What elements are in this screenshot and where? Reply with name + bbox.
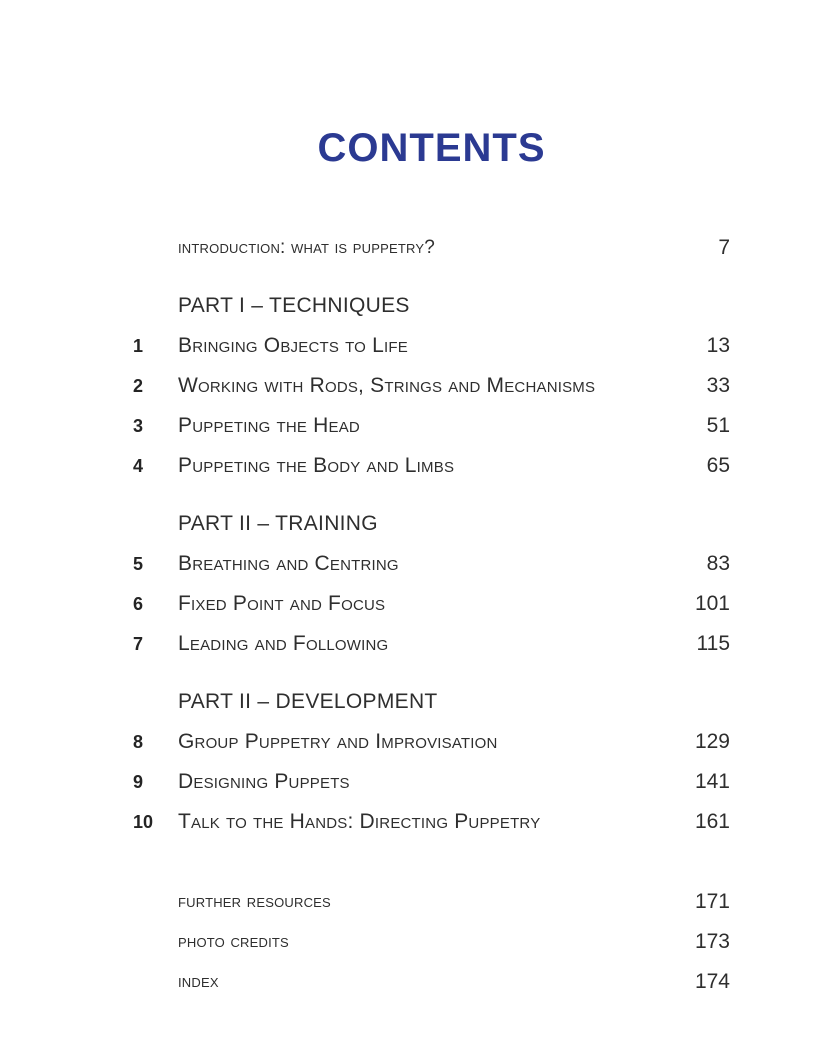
chapter-title: Working with Rods, Strings and Mechanisms <box>178 374 596 397</box>
toc-row-further-resources <box>133 882 730 922</box>
toc-row-chapter-7 <box>133 624 730 664</box>
part-heading: PART I – TECHNIQUES <box>178 294 410 317</box>
chapter-number: 2 <box>133 375 144 396</box>
page-number: 174 <box>694 970 730 993</box>
introduction-label: introduction: what is puppetry? <box>178 237 435 258</box>
back-matter-label: further resources <box>178 891 331 912</box>
chapter-title: Designing Puppets <box>178 770 350 793</box>
page-number: 51 <box>706 414 730 437</box>
toc-row-chapter-8 <box>133 722 730 762</box>
section-part-3 <box>133 682 730 842</box>
page-number: 171 <box>694 890 730 913</box>
page-number: 129 <box>694 730 730 753</box>
page-number: 101 <box>694 592 730 615</box>
page-number: 7 <box>718 236 730 259</box>
page-number: 83 <box>706 552 730 575</box>
chapter-number: 4 <box>133 455 144 476</box>
toc-row-chapter-9 <box>133 762 730 802</box>
toc-row-index <box>133 962 730 1002</box>
chapter-number: 10 <box>133 811 154 832</box>
part-heading-row <box>133 504 730 544</box>
chapter-title: Puppeting the Body and Limbs <box>178 454 455 477</box>
section-part-1 <box>133 286 730 486</box>
page-number: 173 <box>694 930 730 953</box>
chapter-title: Fixed Point and Focus <box>178 592 386 615</box>
chapter-title: Bringing Objects to Life <box>178 334 408 357</box>
page-title: CONTENTS <box>317 126 546 170</box>
toc-row-chapter-4 <box>133 446 730 486</box>
page-number: 13 <box>706 334 730 357</box>
chapter-title: Talk to the Hands: Directing Puppetry <box>178 810 541 833</box>
page-number: 161 <box>694 810 730 833</box>
page-number: 65 <box>706 454 730 477</box>
chapter-title: Breathing and Centring <box>178 552 399 575</box>
chapter-number: 6 <box>133 593 144 614</box>
back-matter <box>133 882 730 1002</box>
chapter-number: 3 <box>133 415 144 436</box>
part-heading-row <box>133 286 730 326</box>
back-matter-label: photo credits <box>178 931 289 952</box>
chapter-number: 8 <box>133 731 144 752</box>
back-matter-label: index <box>178 971 219 992</box>
part-heading: PART II – DEVELOPMENT <box>178 690 438 713</box>
chapter-number: 5 <box>133 553 144 574</box>
toc-row-chapter-1 <box>133 326 730 366</box>
toc-row-photo-credits <box>133 922 730 962</box>
page-number: 141 <box>694 770 730 793</box>
chapter-title: Group Puppetry and Improvisation <box>178 730 498 753</box>
section-part-2 <box>133 504 730 664</box>
page-number: 115 <box>696 632 730 655</box>
part-heading-row <box>133 682 730 722</box>
chapter-number: 9 <box>133 771 144 792</box>
chapter-number: 1 <box>133 335 144 356</box>
chapter-number: 7 <box>133 633 144 654</box>
toc-row-chapter-6 <box>133 584 730 624</box>
toc-row-introduction <box>133 228 730 268</box>
page-number: 33 <box>706 374 730 397</box>
chapter-title: Puppeting the Head <box>178 414 360 437</box>
toc-row-chapter-5 <box>133 544 730 584</box>
part-heading: PART II – TRAINING <box>178 512 378 535</box>
chapter-title: Leading and Following <box>178 632 389 655</box>
toc-row-chapter-10 <box>133 802 730 842</box>
toc-row-chapter-3 <box>133 406 730 446</box>
toc-row-chapter-2 <box>133 366 730 406</box>
